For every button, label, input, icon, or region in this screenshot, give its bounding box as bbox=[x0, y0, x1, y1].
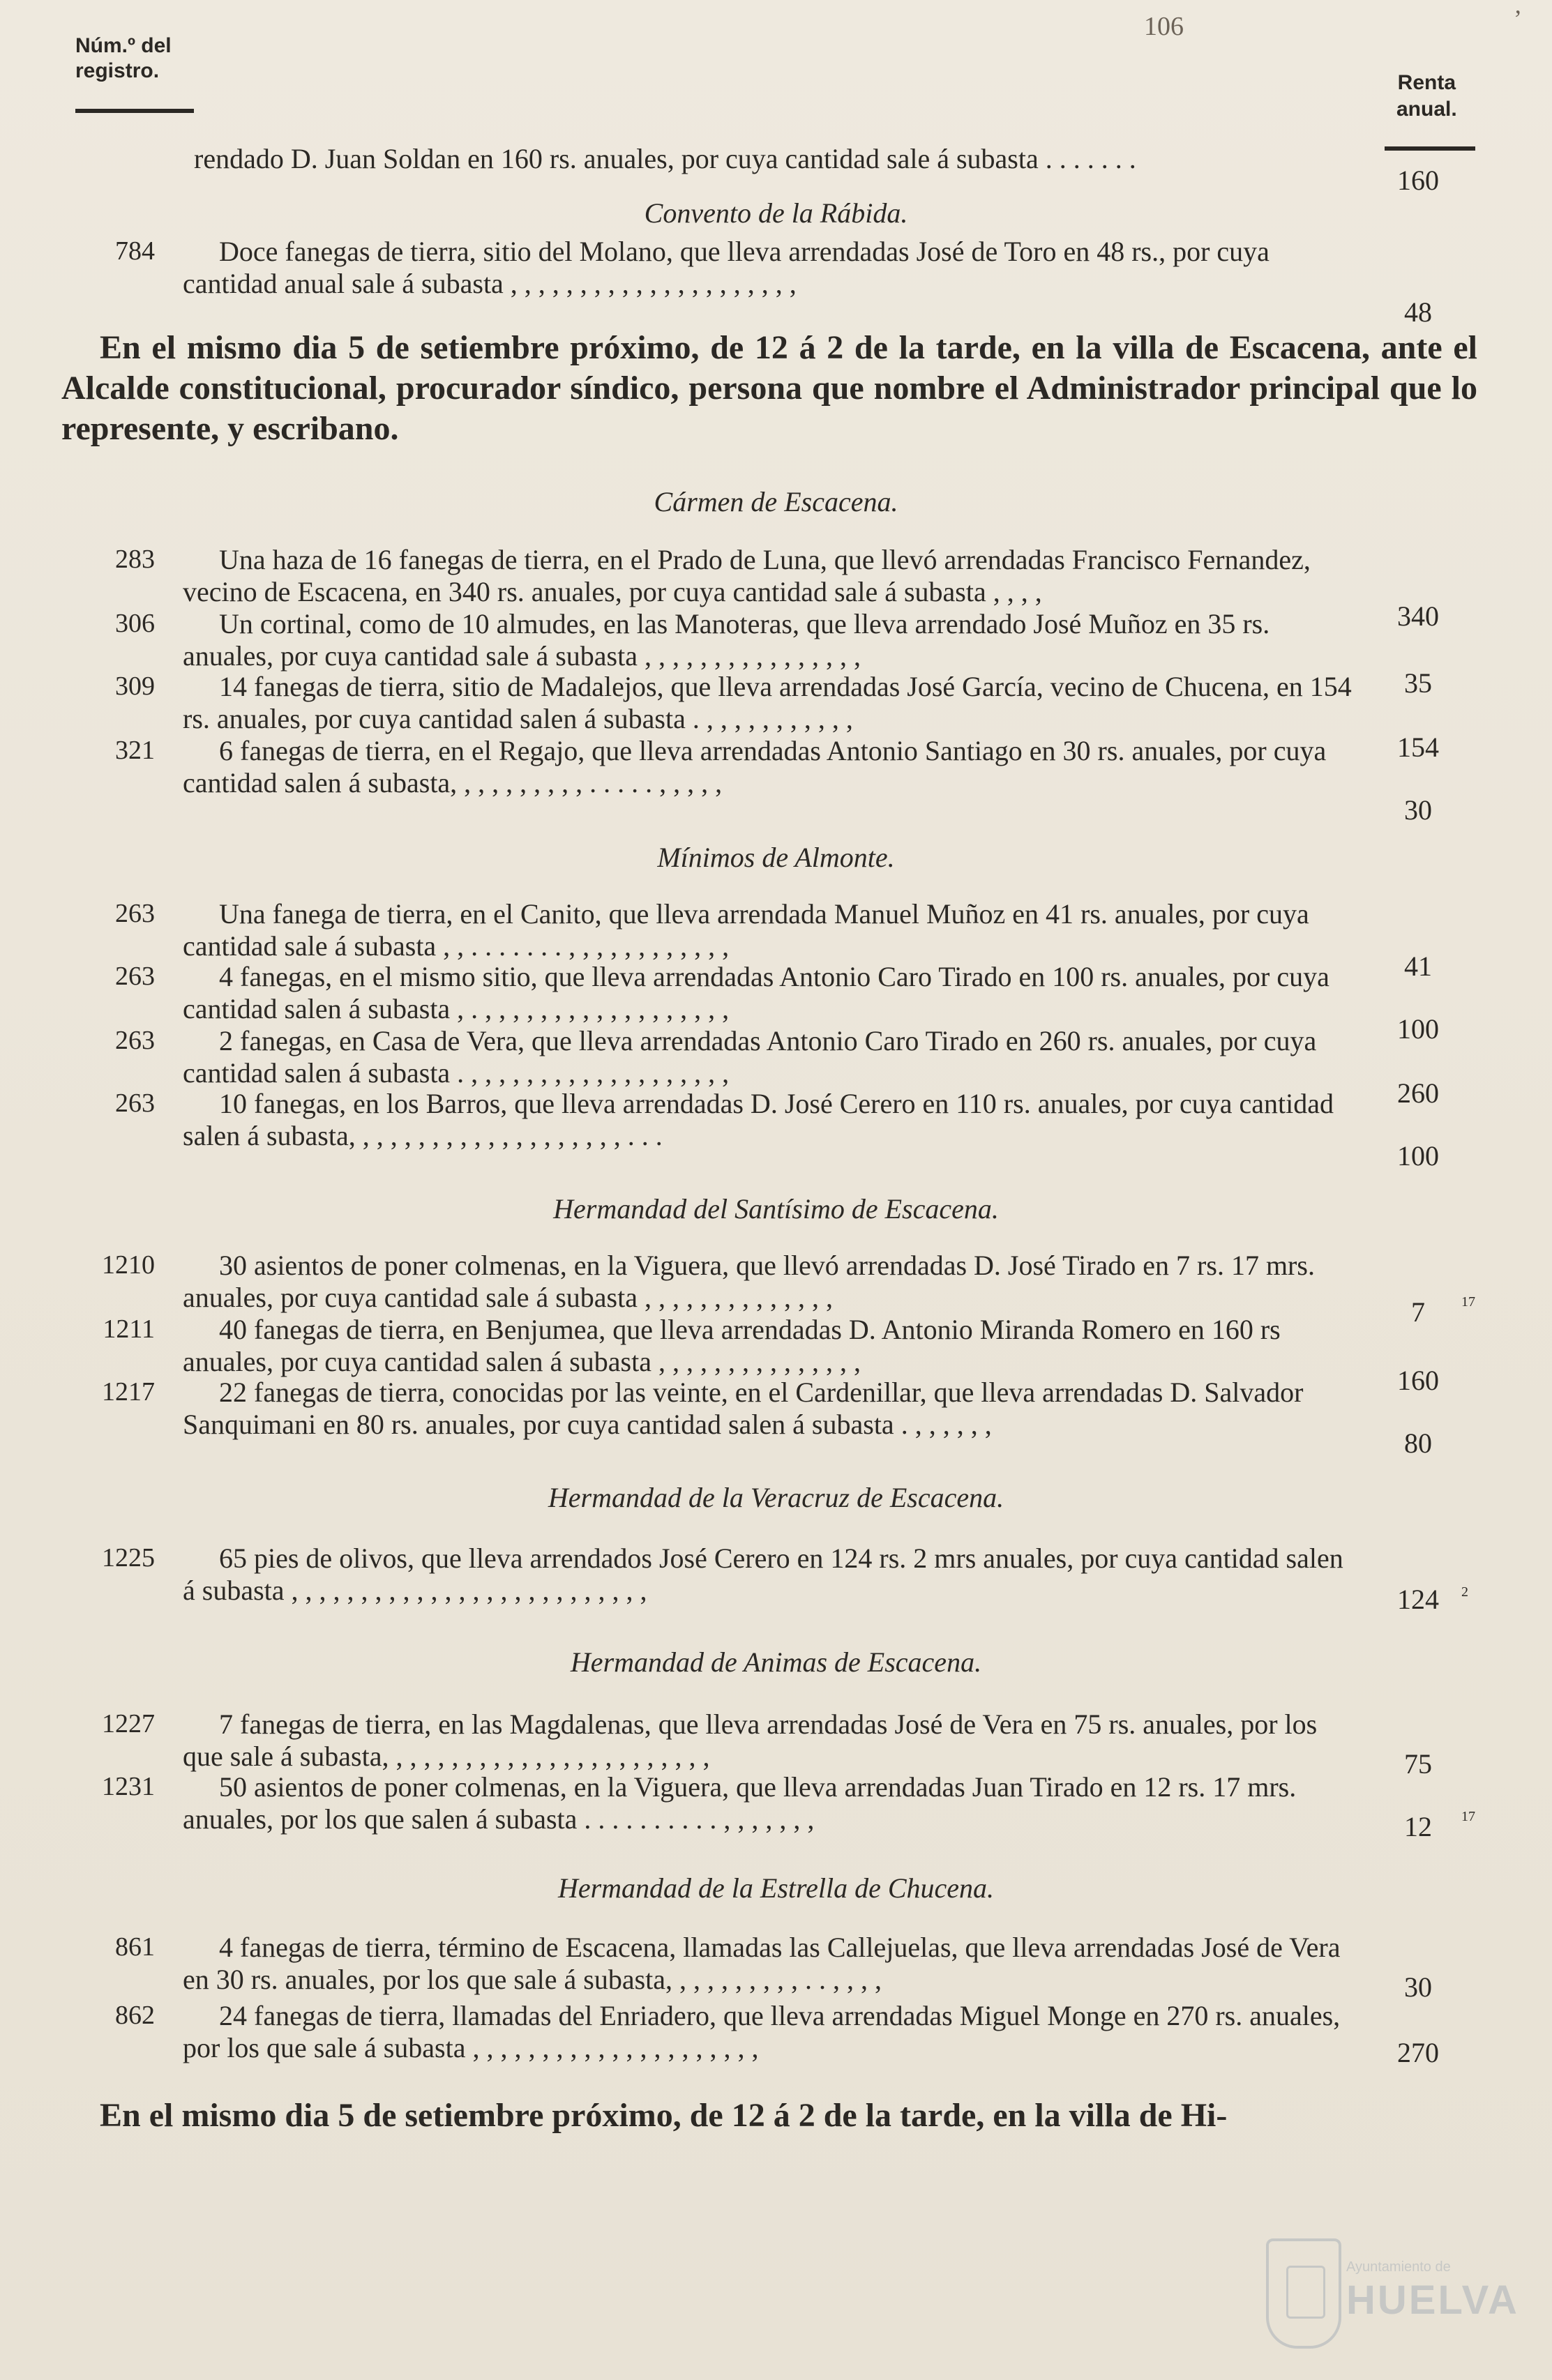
register-number: 321 bbox=[115, 736, 155, 765]
register-header-line1: Núm.º del bbox=[75, 34, 172, 57]
entry-amount: 260 bbox=[1397, 1077, 1439, 1109]
register-number: 1217 bbox=[102, 1377, 155, 1407]
register-number: 263 bbox=[115, 962, 155, 991]
page-number: 106 bbox=[1144, 12, 1184, 41]
entry-amount: 340 bbox=[1397, 600, 1439, 632]
entry-description: 2 fanegas, en Casa de Vera, que lleva arrendadas Antonio Caro Tirado en 260 rs. anuales, por cuya cantidad salen á subasta . , , , , , , , , , , , , , , , , , , , bbox=[183, 1025, 1317, 1089]
register-number: 263 bbox=[115, 1089, 155, 1118]
entry-description: 10 fanegas, en los Barros, que lleva arrendadas D. José Cerero en 110 rs. anuales, por cuya cantidad salen á subasta, , , , , , , , , , , , , , , , , , , , . . . bbox=[183, 1088, 1334, 1151]
auction-paragraph-final: En el mismo dia 5 de setiembre próximo, de 12 á 2 de la tarde, en la villa de Hi- bbox=[100, 2097, 1228, 2134]
section-title: Mínimos de Almonte. bbox=[657, 842, 895, 873]
entry-description: 30 asientos de poner colmenas, en la Viguera, que llevó arrendadas D. José Tirado en 7 rs. 17 mrs. anuales, por cuya cantidad sale á subasta , , , , , , , , , , , , , , bbox=[183, 1250, 1315, 1313]
watermark-subtitle: Ayuntamiento de bbox=[1346, 2259, 1451, 2275]
entry-amount: 7 bbox=[1411, 1296, 1425, 1328]
entry-amount-fraction: 17 bbox=[1461, 1294, 1475, 1310]
entry-amount-fraction: 2 bbox=[1461, 1584, 1468, 1600]
entry-description: Un cortinal, como de 10 almudes, en las Manoteras, que lleva arrendado José Muñoz en 35 rs. anuales, por cuya cantidad sale á subasta , , , , , , , , , , , , , , , , bbox=[183, 608, 1270, 672]
entry-description: Doce fanegas de tierra, sitio del Molano, que lleva arrendadas José de Toro en 48 rs., por cuya cantidad anual sale á subasta , , , , , , , , , , , , , , , , , , , , , bbox=[183, 236, 1270, 299]
entry-amount: 160 bbox=[1397, 1365, 1439, 1396]
auction-paragraph: En el mismo dia 5 de setiembre próximo, de 12 á 2 de la tarde, en la villa de Escacena, ante el Alcalde constitucional, procurador síndico, persona que nombre el Administrador principal que lo represente, y escribano. bbox=[61, 329, 1477, 447]
entry-description: 7 fanegas de tierra, en las Magdalenas, que lleva arrendadas José de Vera en 75 rs. anuales, por los que sale á subasta, , , , , , , , , , , , , , , , , , , , , , , , bbox=[183, 1708, 1318, 1772]
entry-amount: 12 bbox=[1404, 1811, 1432, 1842]
register-number: 861 bbox=[115, 1932, 155, 1962]
register-number: 862 bbox=[115, 2001, 155, 2030]
section-title: Hermandad de la Estrella de Chucena. bbox=[557, 1872, 995, 1904]
register-header-rule bbox=[75, 109, 194, 113]
section-title: Convento de la Rábida. bbox=[644, 197, 908, 229]
register-number: 784 bbox=[115, 236, 155, 266]
register-number: 1227 bbox=[102, 1709, 155, 1738]
rent-header-line1: Renta bbox=[1397, 71, 1456, 94]
huelva-watermark bbox=[1256, 2238, 1519, 2364]
section-title: Hermandad de Animas de Escacena. bbox=[570, 1646, 982, 1678]
entry-amount: 48 bbox=[1404, 296, 1432, 328]
entry-description: 40 fanegas de tierra, en Benjumea, que lleva arrendadas D. Antonio Miranda Romero en 160 rs anuales, por cuya cantidad salen á subasta , , , , , , , , , , , , , , , bbox=[183, 1314, 1281, 1377]
entry-amount: 124 bbox=[1397, 1584, 1439, 1615]
section-title: Hermandad del Santísimo de Escacena. bbox=[553, 1193, 999, 1225]
entry-description: 4 fanegas de tierra, término de Escacena, llamadas las Callejuelas, que lleva arrendadas José de Vera en 30 rs. anuales, por los que sale á subasta, , , , , , , , , , . . , , , , bbox=[183, 1932, 1341, 1995]
entry-description: 4 fanegas, en el mismo sitio, que lleva arrendadas Antonio Caro Tirado en 100 rs. anuales, por cuya cantidad salen á subasta , . , , , , , , , , , , , , , , , , , , bbox=[183, 961, 1329, 1024]
register-number: 1225 bbox=[102, 1543, 155, 1572]
entry-description: 50 asientos de poner colmenas, en la Viguera, que lleva arrendadas Juan Tirado en 12 rs. 17 mrs. anuales, por los que salen á subasta . . . . . . . . . . , , , , , , , bbox=[183, 1771, 1297, 1835]
entry-description: Una fanega de tierra, en el Canito, que lleva arrendada Manuel Muñoz en 41 rs. anuales, por cuya cantidad sale á subasta , , . . . . . . . , , , , , , , , , , , , bbox=[183, 898, 1309, 962]
register-number: 1211 bbox=[103, 1314, 155, 1344]
entry-amount: 100 bbox=[1397, 1140, 1439, 1172]
rent-header-rule bbox=[1385, 146, 1475, 151]
entry-amount: 30 bbox=[1404, 794, 1432, 826]
entry-amount: 154 bbox=[1397, 732, 1439, 763]
corner-mark: ʼ bbox=[1514, 5, 1522, 33]
register-number: 263 bbox=[115, 1026, 155, 1055]
entry-description: Una haza de 16 fanegas de tierra, en el Prado de Luna, que llevó arrendadas Francisco Fernandez, vecino de Escacena, en 340 rs. anuales, por cuya cantidad sale á subasta , , , , bbox=[183, 544, 1311, 607]
entry-description: 24 fanegas de tierra, llamadas del Enriadero, que lleva arrendadas Miguel Monge en 270 rs. anuales, por los que sale á subasta , , , , , , , , , , , , , , , , , , , , , bbox=[183, 2000, 1341, 2063]
rent-header-line2: anual. bbox=[1396, 98, 1457, 121]
entry-amount: 270 bbox=[1397, 2037, 1439, 2068]
entry-amount: 80 bbox=[1404, 1427, 1432, 1459]
entry-amount: 35 bbox=[1404, 667, 1432, 699]
entry-amount: 100 bbox=[1397, 1013, 1439, 1045]
entry-description: 14 fanegas de tierra, sitio de Madalejos, que lleva arrendadas José García, vecino de Chucena, en 154 rs. anuales, por cuya cantidad salen á subasta . , , , , , , , , , , , bbox=[183, 671, 1352, 734]
entry-amount: 75 bbox=[1404, 1748, 1432, 1780]
watermark-name: HUELVA bbox=[1346, 2277, 1519, 2323]
register-number-header bbox=[75, 33, 172, 84]
entry-amount: 41 bbox=[1404, 950, 1432, 982]
register-number: 283 bbox=[115, 545, 155, 574]
register-number: 1231 bbox=[102, 1772, 155, 1801]
entry-description: 65 pies de olivos, que lleva arrendados José Cerero en 124 rs. 2 mrs anuales, por cuya cantidad salen á subasta , , , , , , , , , , , , , , , , , , , , , , , , , , bbox=[183, 1543, 1343, 1606]
entry-amount: 30 bbox=[1404, 1971, 1432, 2003]
continuation-text: rendado D. Juan Soldan en 160 rs. anuales, por cuya cantidad sale á subasta . . . . . . . bbox=[194, 143, 1136, 174]
register-number: 306 bbox=[115, 609, 155, 638]
register-header-line2: registro. bbox=[75, 59, 160, 82]
entry-description: 22 fanegas de tierra, conocidas por las veinte, en el Cardenillar, que lleva arrendadas D. Salvador Sanquimani en 80 rs. anuales, por cuya cantidad salen á subasta . , , , , , , bbox=[183, 1377, 1304, 1440]
annual-rent-header bbox=[1396, 70, 1457, 123]
register-number: 309 bbox=[115, 672, 155, 701]
section-title: Hermandad de la Veracruz de Escacena. bbox=[548, 1482, 1004, 1513]
continuation-amount: 160 bbox=[1397, 165, 1439, 196]
register-number: 263 bbox=[115, 899, 155, 928]
entry-amount-fraction: 17 bbox=[1461, 1809, 1475, 1824]
crest-icon bbox=[1266, 2238, 1341, 2349]
section-title: Cármen de Escacena. bbox=[654, 486, 898, 517]
register-number: 1210 bbox=[102, 1250, 155, 1280]
entry-description: 6 fanegas de tierra, en el Regajo, que lleva arrendadas Antonio Santiago en 30 rs. anuales, por cuya cantidad salen á subasta, , , , , , , , , , . . . . . , , , , , bbox=[183, 735, 1327, 798]
